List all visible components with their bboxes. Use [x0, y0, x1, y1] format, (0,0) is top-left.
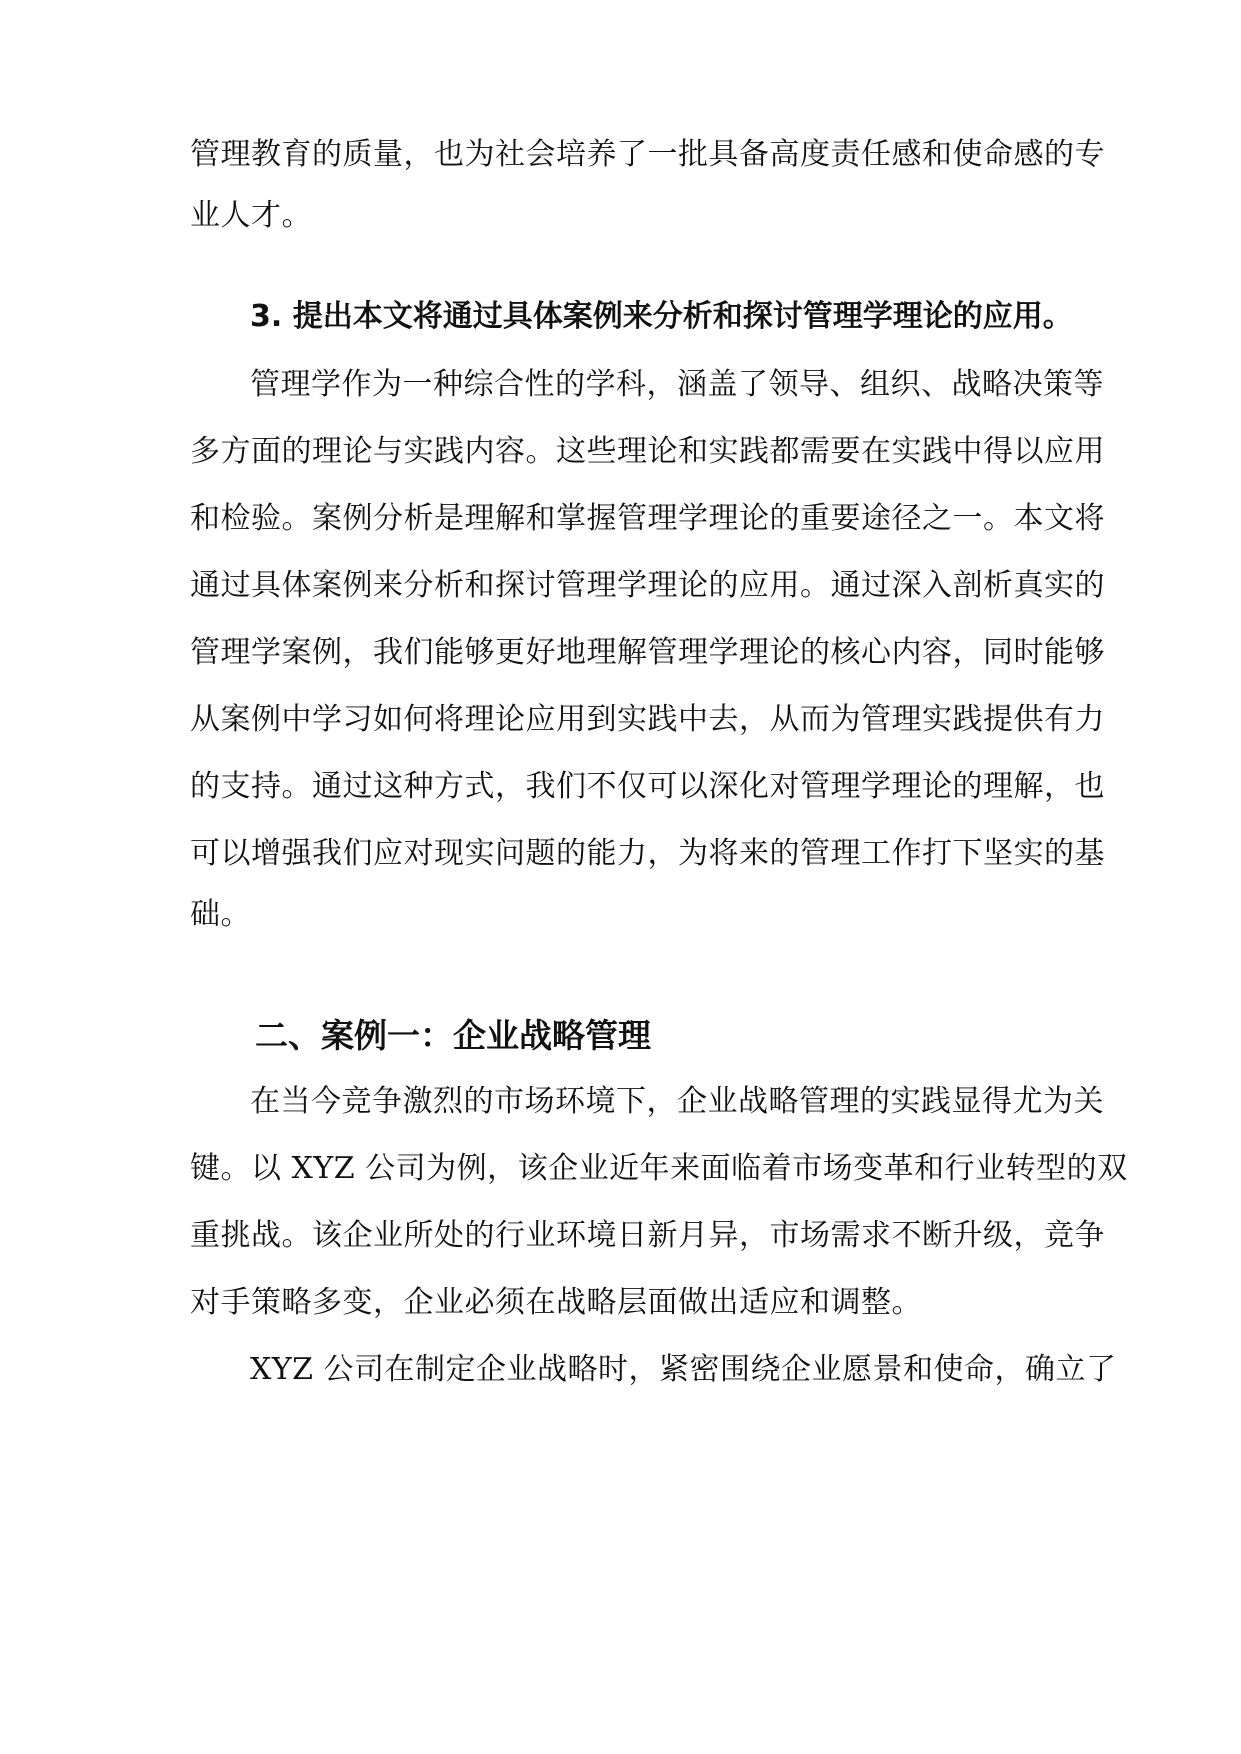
paragraph-line: 通过具体案例来分析和探讨管理学理论的应用。通过深入剖析真实的 — [190, 568, 1105, 603]
paragraph-line: 重挑战。该企业所处的行业环境日新月异，市场需求不断升级，竞争 — [190, 1218, 1105, 1253]
paragraph-line: 础。 — [190, 897, 251, 932]
paragraph-line: 的支持。通过这种方式，我们不仅可以深化对管理学理论的理解，也 — [190, 769, 1105, 804]
paragraph-line: 管理学案例，我们能够更好地理解管理学理论的核心内容，同时能够 — [190, 635, 1105, 670]
paragraph-line: 对手策略多变，企业必须在战略层面做出适应和调整。 — [190, 1285, 922, 1320]
paragraph-line: 可以增强我们应对现实问题的能力，为将来的管理工作打下坚实的基 — [190, 836, 1105, 871]
paragraph-line: 多方面的理论与实践内容。这些理论和实践都需要在实践中得以应用 — [190, 434, 1105, 469]
paragraph-line: 管理教育的质量，也为社会培养了一批具备高度责任感和使命感的专 — [190, 137, 1105, 172]
paragraph-line: 从案例中学习如何将理论应用到实践中去，从而为管理实践提供有力 — [190, 702, 1105, 737]
paragraph-line: 在当今竞争激烈的市场环境下，企业战略管理的实践显得尤为关 — [250, 1084, 1104, 1119]
paragraph-line: 管理学作为一种综合性的学科，涵盖了领导、组织、战略决策等 — [250, 367, 1104, 402]
subheading-3: 3. 提出本文将通过具体案例来分析和探讨管理学理论的应用。 — [250, 299, 1073, 334]
paragraph-line: 业人才。 — [190, 198, 312, 233]
paragraph-line: XYZ 公司在制定企业战略时，紧密围绕企业愿景和使命，确立了 — [250, 1352, 1117, 1387]
paragraph-line: 和检验。案例分析是理解和掌握管理学理论的重要途径之一。本文将 — [190, 501, 1105, 536]
section-heading: 二、案例一：企业战略管理 — [255, 1016, 651, 1055]
paragraph-line: 键。以 XYZ 公司为例，该企业近年来面临着市场变革和行业转型的双 — [190, 1151, 1128, 1186]
